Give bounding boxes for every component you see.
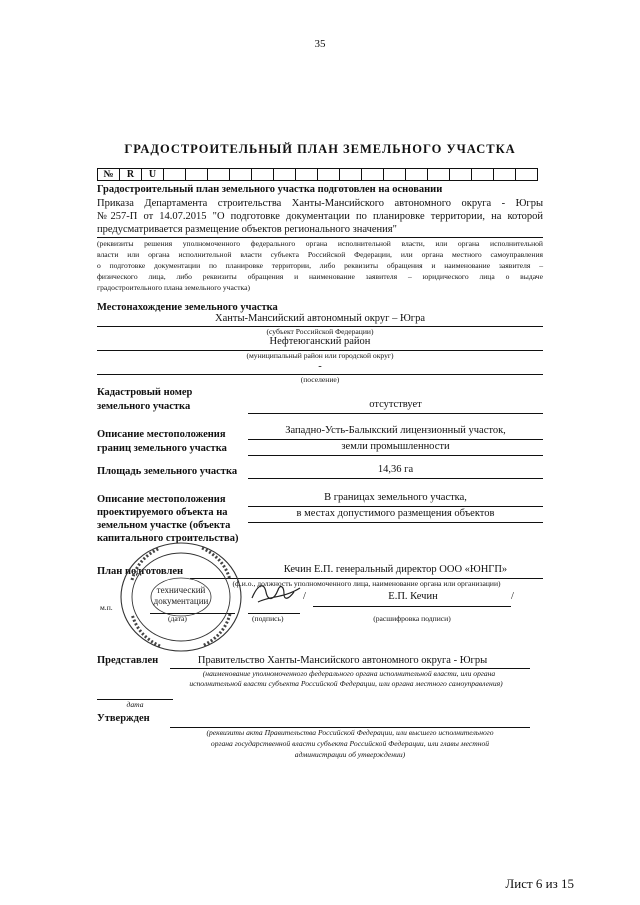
basis-note: физического лица, либо реквизиты обращения и наименование заявителя – юридического лица о выдаче (97, 272, 543, 281)
document-title: ГРАДОСТРОИТЕЛЬНЫЙ ПЛАН ЗЕМЕЛЬНОГО УЧАСТКА (124, 142, 516, 156)
boundaries-value: земли промышленности (341, 441, 450, 452)
object-label: проектируемого объекта на (97, 507, 228, 518)
object-label: земельном участке (объекта (97, 520, 231, 531)
plan-number-cell (406, 169, 428, 181)
divider (248, 506, 543, 507)
plan-number-cell: R (120, 169, 142, 181)
plan-number-cell (384, 169, 406, 181)
basis-heading: Градостроительный план земельного участка подготовлен на основании (97, 184, 443, 195)
stamp-text: технический (156, 585, 206, 595)
plan-number-cell (296, 169, 318, 181)
basis-note: (реквизиты решения уполномоченного федерального органа исполнительной власти, или органа исполнительной (97, 239, 543, 248)
plan-number-cell (362, 169, 384, 181)
boundaries-label: границ земельного участка (97, 443, 227, 454)
object-value: в местах допустимого размещения объектов (296, 508, 495, 519)
handwritten-signature (248, 578, 304, 608)
prepared-label: План подготовлен (97, 566, 184, 577)
cadastral-value: отсутствует (369, 399, 422, 410)
presented-note: исполнительной власти субъекта Российской Федерации, или органа местного самоуправления) (189, 679, 503, 688)
approved-note: администрации об утверждении) (294, 750, 406, 759)
page-number: 35 (314, 38, 326, 50)
plan-number-cell (230, 169, 252, 181)
divider (313, 606, 511, 607)
decode-note: (расшифровка подписи) (373, 614, 451, 623)
stamp-place-label: м.п. (100, 603, 113, 612)
location-heading: Местонахождение земельного участка (97, 302, 278, 313)
location-district: Нефтеюганский район (269, 336, 371, 347)
location-district-note: (муниципальный район или городской округ) (246, 351, 394, 360)
divider (248, 522, 543, 523)
object-label: Описание местоположения (97, 494, 226, 505)
approved-note: органа государственной власти субъекта Российской Федерации, или главы местной (210, 739, 490, 748)
basis-line: предусматривается размещение объектов регионального значения" (97, 224, 397, 235)
plan-number-cell (208, 169, 230, 181)
basis-line: Приказа Департамента строительства Ханты-Мансийского автономного округа - Югры (97, 198, 543, 209)
object-label: капитального строительства) (97, 533, 239, 544)
date-note: (дата) (168, 614, 187, 623)
signature-decode-name: Е.П. Кечин (388, 591, 438, 602)
location-subject: Ханты-Мансийский автономный округ – Югра (215, 313, 425, 324)
area-value: 14,36 га (377, 464, 414, 475)
plan-number-grid (97, 168, 538, 181)
divider (97, 237, 543, 238)
basis-note: градостроительного плана земельного участка) (97, 283, 250, 292)
sheet-number: Лист 6 из 15 (505, 876, 574, 891)
plan-number-cell (186, 169, 208, 181)
location-settlement-note: (поселение) (300, 375, 340, 384)
prepared-note: (ф.и.о., должность уполномоченного лица, наименование органа или организации) (232, 579, 501, 588)
plan-number-cell (450, 169, 472, 181)
basis-line: №257-П от 14.07.2015 "О подготовке документации по планировке территории, на которой (97, 211, 543, 222)
plan-number-cell (252, 169, 274, 181)
plan-number-cell (164, 169, 186, 181)
plan-number-cell (318, 169, 340, 181)
boundaries-value: Западно-Усть-Балыкский лицензионный участок, (285, 425, 506, 436)
signature-note: (подпись) (252, 614, 284, 623)
basis-note: о подготовке документации по планировке территории, либо реквизиты обращения и наименование заявителя – (97, 261, 543, 270)
location-settlement: - (318, 361, 322, 372)
presented-label: Представлен (97, 655, 159, 666)
plan-number-cell: U (142, 169, 164, 181)
divider (248, 439, 543, 440)
presented-note: (наименование уполномоченного федерального органа исполнительной власти, или органа (202, 669, 496, 678)
divider (248, 413, 543, 414)
approved-note: (реквизиты акта Правительства Российской Федерации, или высшего исполнительного (206, 728, 494, 737)
divider (248, 455, 543, 456)
seal-stamp-image (118, 540, 244, 654)
location-subject-note: (субъект Российской Федерации) (266, 327, 374, 336)
plan-number-cell (274, 169, 296, 181)
approved-label: Утвержден (97, 713, 150, 724)
presented-date-note: дата (126, 700, 144, 709)
slash: / (303, 591, 306, 602)
divider (248, 478, 543, 479)
plan-number-cell (428, 169, 450, 181)
plan-number-cell (340, 169, 362, 181)
boundaries-label: Описание местоположения (97, 429, 226, 440)
plan-number-cell (494, 169, 516, 181)
plan-number-cell (516, 169, 538, 181)
cadastral-label: земельного участка (97, 401, 191, 412)
plan-number-cell (472, 169, 494, 181)
prepared-value: Кечин Е.П. генеральный директор ООО «ЮНГП» (283, 564, 508, 575)
cadastral-label: Кадастровый номер (97, 387, 193, 398)
presented-value: Правительство Ханты-Мансийского автономного округа - Югры (197, 655, 488, 666)
basis-note: власти или органа исполнительной власти субъекта Российской Федерации, или органа местного самоуправления (97, 250, 543, 259)
area-label: Площадь земельного участка (97, 466, 238, 477)
plan-number-cell: № (98, 169, 120, 181)
stamp-text: документации (153, 596, 209, 606)
slash: / (511, 591, 514, 602)
object-value: В границах земельного участка, (324, 492, 467, 503)
